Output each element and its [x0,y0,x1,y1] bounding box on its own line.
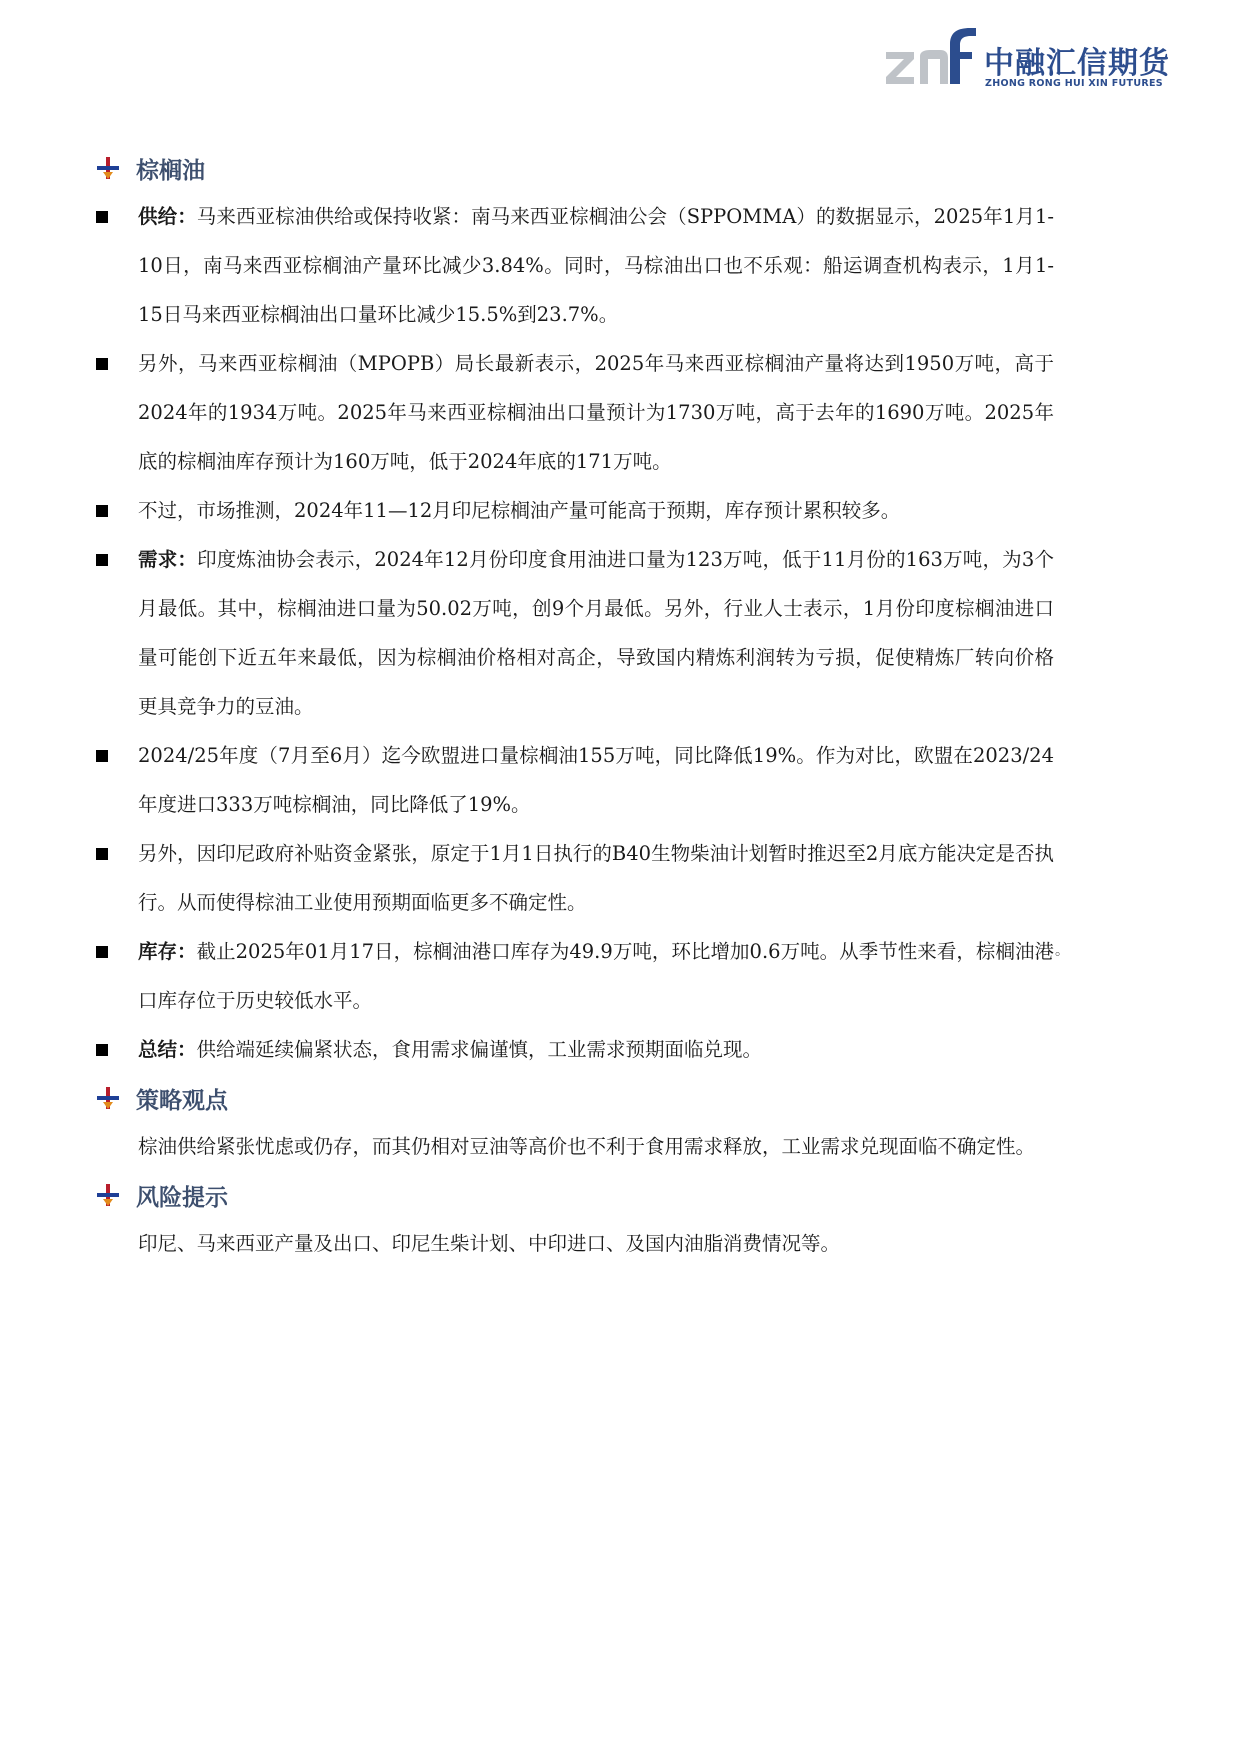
bullet-item [94,339,1054,486]
square-bullet-icon [94,927,138,976]
square-bullet-icon [94,486,138,535]
company-name-en: ZHONG RONG HUI XIN FUTURES [985,78,1163,89]
risk-paragraph: 印尼、马来西亚产量及出口、印尼生柴计划、中印进口、及国内油脂消费情况等。 [138,1232,841,1255]
section-title: 棕榈油 [136,157,205,184]
bullet-body: 另外，马来西亚棕榈油（MPOPB）局长最新表示，2025年马来西亚棕榈油产量将达到1950万吨，高于2024年的1934万吨。2025年马来西亚棕榈油出口量预计为1730万吨，高于去年的1690万吨。2025年底的棕榈油库存预计为160万吨，低于2024年底的171万吨。 [138,352,1054,473]
section-header-strategy [94,1074,1054,1122]
bullet-text [138,486,1054,535]
bullet-label: 需求： [138,548,198,571]
bullet-text [138,192,1054,339]
bullet-body: 不过，市场推测，2024年11—12月印尼棕榈油产量可能高于预期，库存预计累积较多。 [138,499,901,522]
bullet-item [94,829,1054,927]
bullet-item [94,535,1054,731]
bullet-body: 印度炼油协会表示，2024年12月份印度食用油进口量为123万吨，低于11月份的163万吨，为3个月最低。其中，棕榈油进口量为50.02万吨，创9个月最低。另外，行业人士表示，1月份印度棕榈油进口量可能创下近五年来最低，因为棕榈油价格相对高企，导致国内精炼利润转为亏损，促使精炼厂转向价格更具竞争力的豆油。 [138,548,1054,718]
bullet-body: 供给端延续偏紧状态，食用需求偏谨慎，工业需求预期面临兑现。 [196,1038,763,1061]
plus-arrow-icon [96,1183,120,1207]
company-name-cn: 中融汇信期货 [984,46,1170,81]
bullet-text [138,1025,1054,1074]
square-bullet-icon [94,339,138,388]
bullet-item [94,192,1054,339]
company-logo [884,26,1174,92]
bullet-label: 库存： [138,940,197,963]
bullet-label: 供给： [138,205,197,228]
square-bullet-icon [94,192,138,241]
bullet-item [94,1025,1054,1074]
section-title: 策略观点 [136,1087,228,1114]
plus-arrow-icon [96,1086,120,1110]
bullet-label: 总结： [138,1038,197,1061]
section-header-risk [94,1171,1054,1219]
bullet-text [138,731,1054,829]
strategy-paragraph: 棕油供给紧张忧虑或仍存，而其仍相对豆油等高价也不利于食用需求释放，工业需求兑现面临不确定性。 [138,1135,1036,1158]
stray-punctuation: 。 [1055,943,1069,959]
bullet-item [94,731,1054,829]
square-bullet-icon [94,731,138,780]
bullet-item [94,486,1054,535]
report-content [94,144,1054,1268]
section-title: 风险提示 [136,1184,228,1211]
square-bullet-icon [94,829,138,878]
bullet-item [94,927,1054,1025]
bullet-body: 另外，因印尼政府补贴资金紧张，原定于1月1日执行的B40生物柴油计划暂时推迟至2月底方能决定是否执行。从而使得棕油工业使用预期面临更多不确定性。 [138,842,1054,914]
bullet-text [138,829,1054,927]
bullet-body: 马来西亚棕油供给或保持收紧：南马来西亚棕榈油公会（SPPOMMA）的数据显示，2025年1月1-10日，南马来西亚棕榈油产量环比减少3.84%。同时，马棕油出口也不乐观：船运调查机构表示，1月1-15日马来西亚棕榈油出口量环比减少15.5%到23.7%。 [138,205,1054,326]
section-header-palm-oil [94,144,1054,192]
bullet-text [138,927,1054,1025]
plus-arrow-icon [96,156,120,180]
znf-logo-icon [884,26,978,92]
bullet-body: 截止2025年01月17日，棕榈油港口库存为49.9万吨，环比增加0.6万吨。从季节性来看，棕榈油港口库存位于历史较低水平。 [138,940,1054,1012]
bullet-text [138,339,1054,486]
square-bullet-icon [94,1025,138,1074]
bullet-body: 2024/25年度（7月至6月）迄今欧盟进口量棕榈油155万吨，同比降低19%。作为对比，欧盟在2023/24年度进口333万吨棕榈油，同比降低了19%。 [138,744,1054,816]
square-bullet-icon [94,535,138,584]
bullet-text [138,535,1054,731]
